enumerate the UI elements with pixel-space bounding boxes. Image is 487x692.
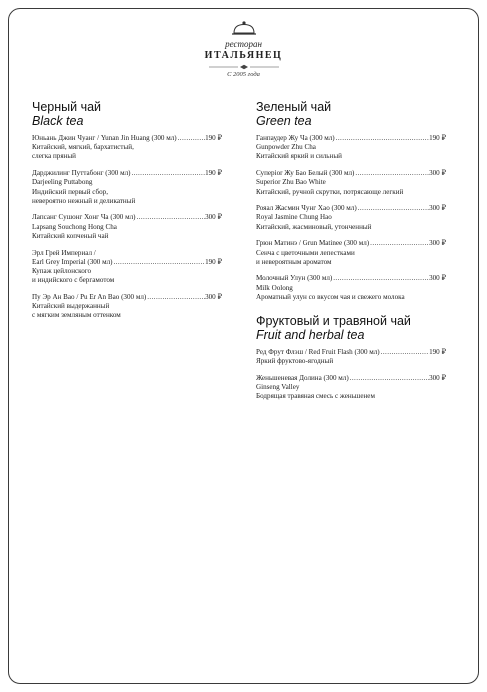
item-name: Ганпаудер Жу Ча (300 мл) [256,134,335,142]
item-description: Индийский первый сбор, [32,187,108,196]
menu-item [32,134,222,162]
item-description: Сенча с цветочными лепестками [256,248,355,257]
menu-item [256,274,446,302]
item-price: 300 ₽ [429,274,446,283]
item-description: Китайский копченый чай [32,231,109,240]
item-price: 300 ₽ [429,204,446,213]
item-price: 300 ₽ [205,292,222,301]
item-description: и индийского с бергамотом [32,276,115,285]
item-description: Китайский, ручной скрутки, потрясающе легкий [256,187,404,196]
item-description: с мягким земляным оттенком [32,311,121,320]
item-row [256,374,446,383]
item-name: Суперior Жу Бао Белый (300 мл) [256,169,355,178]
item-name: Грюн Матинэ / Grun Matinee (300 мл) [256,239,370,248]
item-price: 190 ₽ [205,134,222,142]
menu-item [256,374,446,402]
item-description: Купаж цейлонского [32,266,92,275]
leader-dots [335,134,429,143]
section-title-en: Green tea [256,114,312,128]
item-description: Ginseng Valley [256,383,300,392]
item-row [32,169,222,178]
restaurant-logo [0,20,487,78]
leader-dots [177,134,205,143]
item-row [256,348,446,357]
logo-divider [209,64,279,70]
menu-item [32,293,222,321]
item-price: 190 ₽ [429,348,446,357]
leader-dots [369,239,429,248]
leader-dots [113,258,206,267]
item-row [256,134,446,143]
section-title-ru: Фруктовый и травяной чай [256,314,411,329]
item-price: 300 ₽ [429,373,446,382]
leader-dots [354,169,429,178]
item-name: Ред Фрут Флэш / Red Fruit Flash (300 мл) [256,348,380,357]
logo-name: ИТАЛЬЯНЕЦ [204,50,283,61]
menu-item [32,249,222,286]
item-name: Молочный Улун (300 мл) [256,274,333,283]
item-description: Китайский, жасминовый, утонченный [256,222,372,231]
logo-since: С 2005 года [227,71,260,78]
item-description: Китайский, мягкий, бархатистый, [32,143,134,152]
fruit-tea-section [256,314,446,402]
item-description: Superior Zhu Bao White [256,178,326,187]
item-description: Royal Jasmine Chung Hao [256,213,332,222]
leader-dots [136,213,206,222]
logo-subtitle: ресторан [225,39,262,49]
cloche-icon [229,20,259,38]
menu-item [256,134,446,162]
leader-dots [332,274,429,283]
item-name: Рояал Жасмин Чунг Хао (300 мл) [256,204,357,213]
item-row [32,134,222,143]
item-row [32,293,222,302]
left-column [32,100,222,328]
menu-item [256,348,446,366]
item-name-prefix: Эрл Грей Империал / [32,248,96,257]
leader-dots [146,293,205,302]
item-price: 190 ₽ [205,169,222,178]
item-description: Milk Oolong [256,283,293,292]
section-title-ru: Зеленый чай [256,100,332,114]
item-name: Юньань Джин Чуанг / Yunan Jin Huang (300 мл) [32,134,177,142]
item-description: и невероятным ароматом [256,257,332,266]
item-name: Дарджилинг Путтабонг (300 мл) [32,169,131,178]
item-description: слегка пряный [32,152,76,161]
item-row [32,213,222,222]
menu-item [32,213,222,241]
item-description: Gunpowder Zhu Cha [256,143,316,152]
right-column [256,100,446,409]
item-row [256,204,446,213]
leader-dots [349,374,429,383]
section-title-en: Black tea [32,114,84,128]
item-price: 300 ₽ [205,213,222,222]
item-name: Женьшеневая Долина (300 мл) [256,373,349,382]
item-description: Яркий фруктово-ягодный [256,357,334,366]
item-row [256,274,446,283]
menu-item [32,169,222,206]
section-title-en: Fruit and herbal tea [256,328,365,343]
section-title-ru: Черный чай [32,100,102,114]
item-price: 300 ₽ [429,239,446,248]
item-description: невероятно нежный и деликатный [32,196,136,205]
item-price: 300 ₽ [429,169,446,178]
item-row [32,258,222,267]
item-description: Darjeeling Puttabong [32,178,93,187]
menu-item [256,169,446,197]
item-name: Пу Эр Ан Вао / Pu Er An Bao (300 мл) [32,292,147,301]
item-description: Китайский выдержанный [32,302,110,311]
item-row [256,239,446,248]
item-price: 190 ₽ [205,257,222,266]
item-description: Бодрящая травяная смесь с женьшенем [256,392,375,401]
item-description: Китайский яркий и сильный [256,152,342,161]
leader-dots [357,204,429,213]
menu-item [256,239,446,267]
menu-item [256,204,446,232]
item-price: 190 ₽ [429,134,446,142]
item-row [256,169,446,178]
leader-dots [130,169,205,178]
item-name: Лапсанг Сушонг Хонг Ча (300 мл) [32,213,136,222]
item-description: Lapsang Souchong Hong Cha [32,222,117,231]
item-name: Earl Grey Imperial (300 мл) [32,257,113,266]
leader-dots [380,348,429,357]
item-description: Ароматный улун со вкусом чая и свежего молока [256,292,405,301]
